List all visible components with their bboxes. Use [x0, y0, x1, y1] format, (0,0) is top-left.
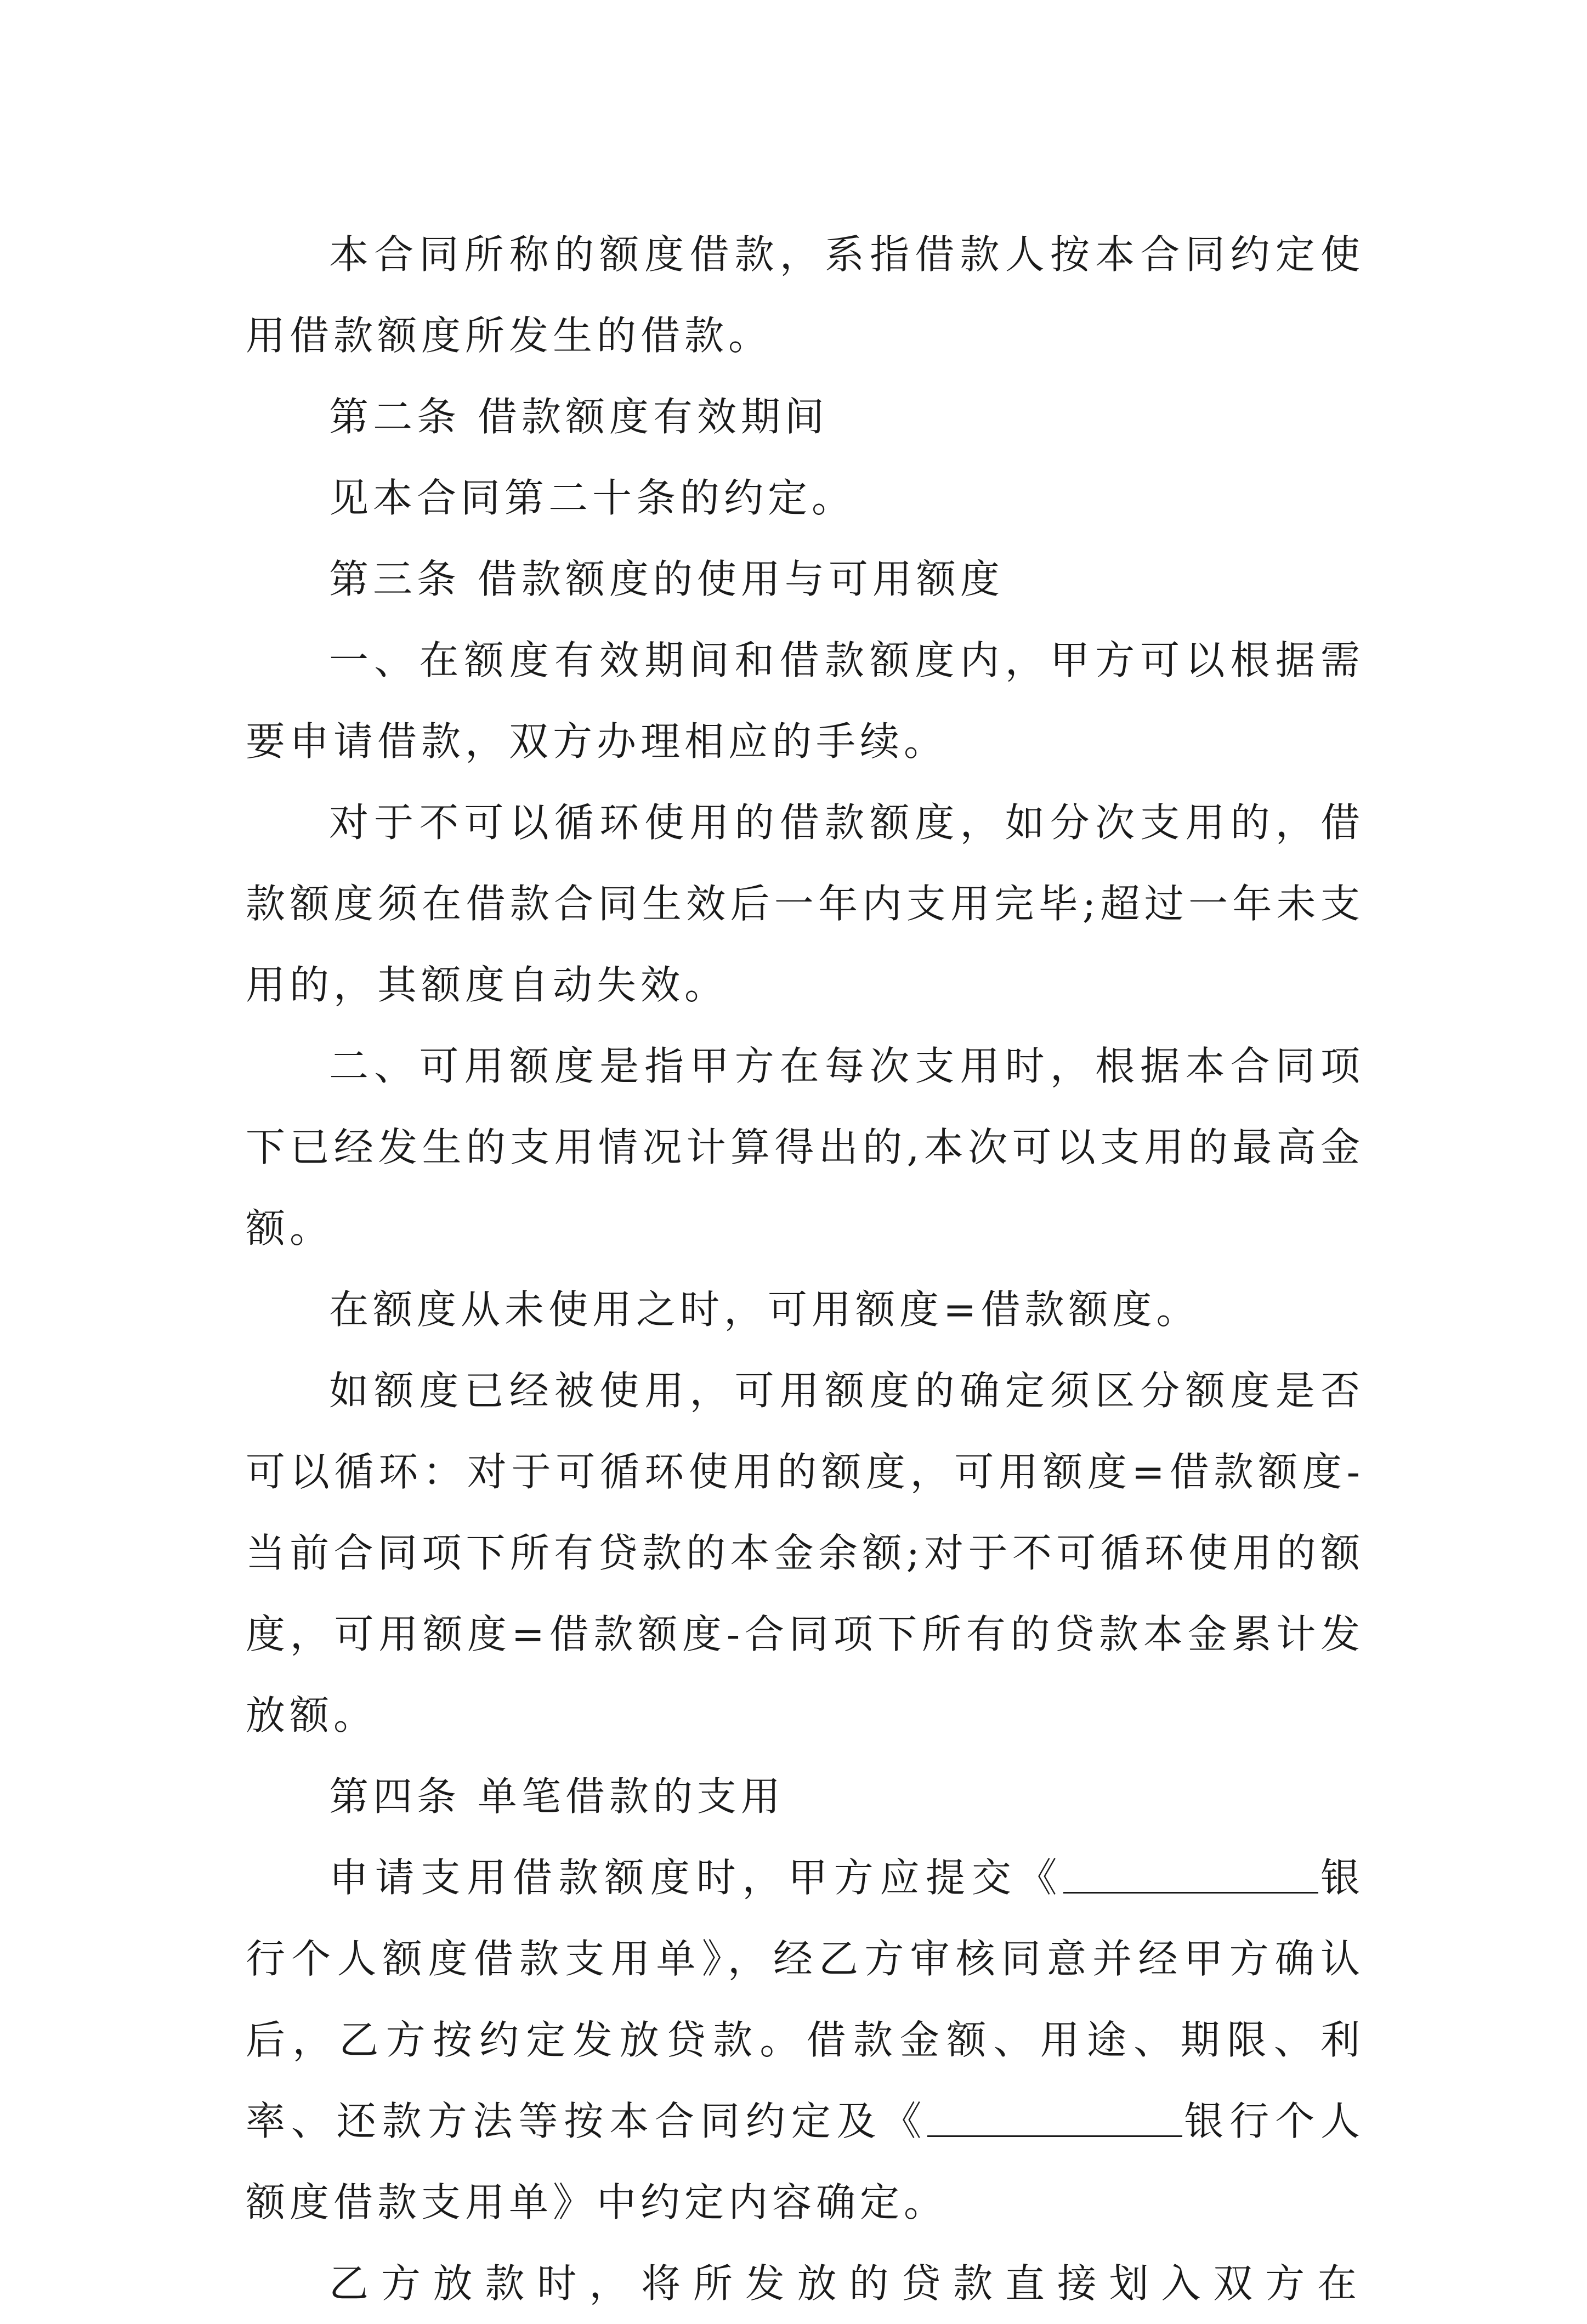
article-4-text-part-2: 银行个人额度借款支用单》，经乙方审核同意并经甲方确认后，乙方按约定发放贷款。借款金额、用途、期限、利率、还款方法等按本合同约定及《: [246, 1855, 1364, 2144]
article-2-body: 见本合同第二十条的约定。: [329, 475, 856, 521]
article-4-text-part-3: 银行个人额度借款支用单》中约定内容确定。: [246, 2098, 1364, 2225]
article-3-unused-paragraph: 在额度从未使用之时，可用额度=借款额度。: [329, 1286, 1200, 1333]
definition-paragraph: 本合同所称的额度借款，系指借款人按本合同约定使用借款额度所发生的借款。: [246, 231, 1364, 359]
bank-name-blank: [1063, 1852, 1318, 1894]
article-4-drawdown-paragraph: [246, 1837, 1364, 2243]
article-3-nonrevolving-paragraph: 对于不可以循环使用的借款额度，如分次支用的，借款额度须在借款合同生效后一年内支用完毕;超过一年未支用的，其额度自动失效。: [246, 800, 1364, 1008]
article-3-heading: 第三条 借款额度的使用与可用额度: [329, 556, 1004, 602]
article-2-heading: 第二条 借款额度有效期间: [329, 394, 829, 440]
article-3-item-1: 一、在额度有效期间和借款额度内，甲方可以根据需要申请借款，双方办理相应的手续。: [246, 637, 1364, 764]
article-3-used-paragraph: 如额度已经被使用，可用额度的确定须区分额度是否可以循环：对于可循环使用的额度，可用额度=借款额度-当前合同项下所有贷款的本金余额;对于不可循环使用的额度，可用额度=借款额度-合同项下所有的贷款本金累计发放额。: [246, 1368, 1364, 1738]
contract-body: [246, 214, 1364, 2324]
article-4-heading: 第四条 单笔借款的支用: [329, 1773, 785, 1819]
bank-name-blank: [927, 2096, 1182, 2137]
article-3-item-2: 二、可用额度是指甲方在每次支用时，根据本合同项下已经发生的支用情况计算得出的,本次可以支用的最高金额。: [246, 1043, 1364, 1251]
article-4-text-part-1: 申请支用借款额度时，甲方应提交《: [329, 1855, 1064, 1901]
article-4-disbursement-paragraph: 乙方放款时，将所发放的贷款直接划入双方在: [329, 2260, 1364, 2306]
